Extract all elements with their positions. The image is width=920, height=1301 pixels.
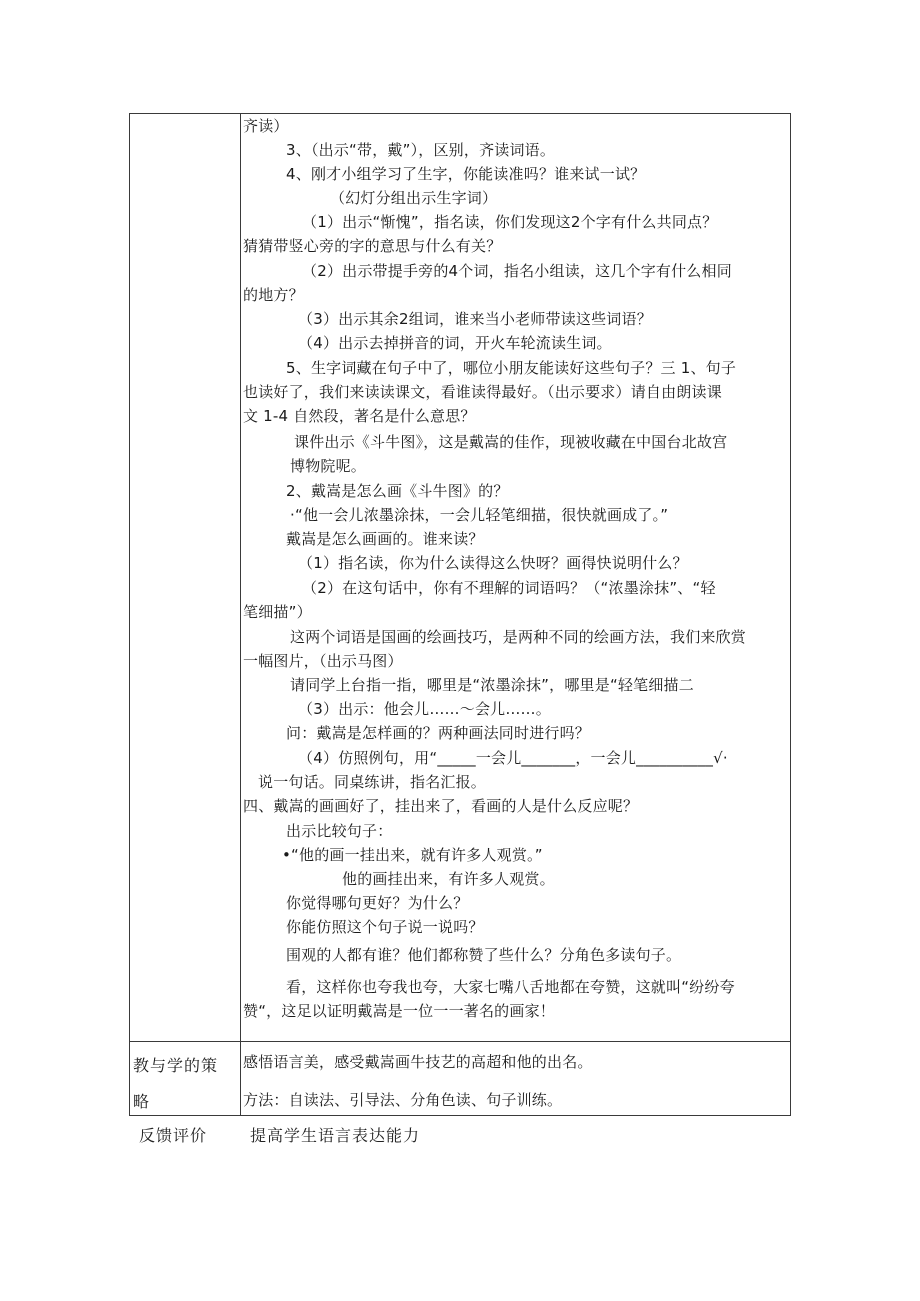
strategy-label-cont: 略 xyxy=(133,1092,151,1111)
text-line: 4、刚才小组学习了生字，你能读准吗？谁来试一试？ xyxy=(286,165,646,183)
text-line: 出示比较句子： xyxy=(286,822,393,840)
text-line: 的地方？ xyxy=(243,286,304,304)
text-line: （2）出示带提手旁的4个词，指名小组读，这几个字有什么相同 xyxy=(302,262,732,280)
text-line: 2、戴嵩是怎么画《斗牛图》的？ xyxy=(286,482,509,500)
text-line: •“他的画一挂出来，就有许多人观赏。” xyxy=(282,846,543,864)
text-line: 问：戴嵩是怎样画的？两种画法同时进行吗？ xyxy=(286,724,591,742)
feedback-text: 提高学生语言表达能力 xyxy=(250,1126,421,1145)
text-line: 四、戴嵩的画画好了，挂出来了，看画的人是什么反应呢？ xyxy=(243,797,639,815)
text-line: 也读好了，我们来读读课文，看谁读得最好。（出示要求）请自由朗读课 xyxy=(243,383,722,401)
text-line: 3、（出示“带，戴”），区别，齐读词语。 xyxy=(286,141,556,159)
text-line: 这两个词语是国画的绘画技巧，是两种不同的绘画方法，我们来欣赏 xyxy=(290,628,747,646)
text-line: 看，这样你也夸我也夸，大家七嘴八舌地都在夸赞，这就叫“纷纷夸 xyxy=(286,978,735,996)
strategy-method: 方法：自读法、引导法、分角色读、句子训练。 xyxy=(243,1091,563,1109)
text-line: （2）在这句话中，你有不理解的词语吗？（“浓墨涂抹”、“轻 xyxy=(302,579,716,597)
text-line: 一幅图片，（出示马图） xyxy=(243,652,403,670)
text-line: 猜猜带竖心旁的字的意思与什么有关？ xyxy=(243,237,502,255)
text-line: （3）出示其余2组词，谁来当小老师带读这些词语？ xyxy=(298,310,652,328)
text-line: （4）仿照例句，用“_____一会儿_______，一会儿__________√· xyxy=(298,749,728,767)
text-line: 戴嵩是怎么画画的。谁来读？ xyxy=(286,530,484,548)
text-line: 5、生字词藏在句子中了，哪位小朋友能读好这些句子？三 1、句子 xyxy=(286,359,737,377)
feedback-label: 反馈评价 xyxy=(139,1126,208,1145)
text-line: （幻灯分组出示生字词） xyxy=(330,189,498,207)
text-line: （1）出示“惭愧”，指名读，你们发现这2个字有什么共同点？ xyxy=(302,213,718,231)
text-line: （3）出示：他会儿……～会儿……。 xyxy=(298,700,551,718)
text-line: 他的画挂出来，有许多人观赏。 xyxy=(342,870,555,888)
text-line: 围观的人都有谁？他们都称赞了些什么？分角色多读句子。 xyxy=(286,946,682,964)
text-line: （4）出示去掉拼音的词，开火车轮流读生词。 xyxy=(298,334,612,352)
strategy-label: 教与学的策 xyxy=(133,1056,219,1075)
text-line: 说一句话。同桌练讲，指名汇报。 xyxy=(258,773,487,791)
strategy-text: 感悟语言美，感受戴嵩画牛技艺的高超和他的出名。 xyxy=(243,1053,593,1071)
text-line: 齐读） xyxy=(243,117,289,135)
text-line: （1）指名读，你为什么读得这么快呀？画得快说明什么？ xyxy=(298,554,688,572)
column-divider xyxy=(240,113,241,1116)
text-line: 你能仿照这个句子说一说吗？ xyxy=(286,918,484,936)
text-line: 文 1-4 自然段，著名是什么意思？ xyxy=(243,407,476,425)
text-line: 笔细描”） xyxy=(243,603,312,621)
text-line: ·“他一会儿浓墨涂抹，一会儿轻笔细描，很快就画成了。” xyxy=(290,506,669,524)
row-divider xyxy=(129,1041,791,1042)
text-line: 请同学上台指一指，哪里是“浓墨涂抹”，哪里是“轻笔细描二 xyxy=(290,676,694,694)
text-line: 你觉得哪句更好？为什么？ xyxy=(286,894,469,912)
text-line: 课件出示《斗牛图》，这是戴嵩的佳作，现被收藏在中国台北故宫 xyxy=(294,433,728,451)
text-line: 博物院呢。 xyxy=(290,457,367,475)
text-line: 赞“，这足以证明戴嵩是一位一一著名的画家！ xyxy=(243,1002,555,1020)
